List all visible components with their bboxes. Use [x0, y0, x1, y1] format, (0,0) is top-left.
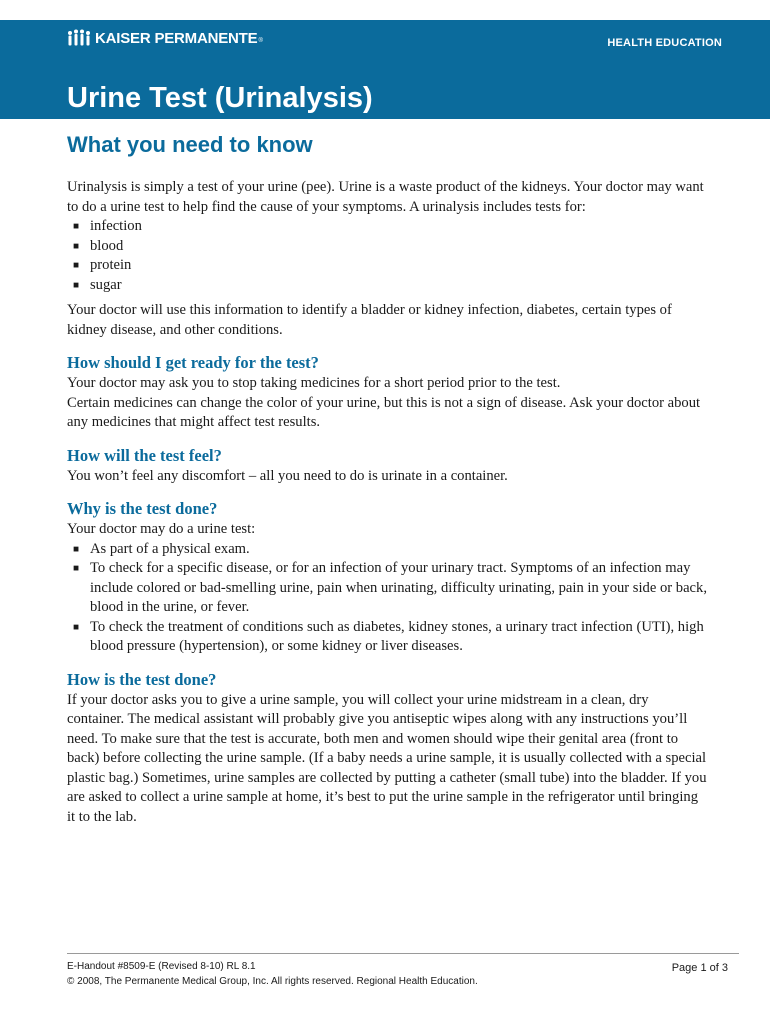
- list-item: ■ To check for a specific disease, or for an infection of your urinary tract. Symptoms of an infection may include colored or bad-smelling urine, pain when urinating, difficulty urinating, pain in your side or back, blood in the urine, or fever.: [73, 560, 707, 615]
- heading-test-feel: How will the test feel?: [67, 445, 222, 465]
- handout-id: E-Handout #8509-E (Revised 8-10) RL 8.1: [67, 961, 256, 972]
- footer-info: [67, 959, 478, 989]
- heading-get-ready: How should I get ready for the test?: [67, 353, 319, 372]
- heading-how-test: How is the test done?: [67, 669, 217, 689]
- page-number: Page 1 of 3: [671, 962, 728, 974]
- list-item: ■ protein: [67, 256, 707, 276]
- intro-bullet-list: [67, 217, 707, 295]
- how-test-text: If your doctor asks you to give a urine sample, you will collect your urine midstream in a clean, dry container. The medical assistant will probably give you antiseptic wipes along with any instructions you’ll need. To make sure that the test is accurate, both men and women should wipe their genital area (front to back) before collecting the urine sample. (If a baby needs a urine sample, it is usually collected with a special plastic bag.) Sometimes, urine samples are collected by putting a catheter (small tube) into the bladder. If you are asked to collect a urine sample at home, it’s best to put the urine sample in the refrigerator until bringing it to the lab.: [67, 691, 707, 825]
- why-test-lead: Your doctor may do a urine test:: [67, 521, 256, 537]
- get-ready-line-1: Your doctor may ask you to stop taking medicines for a short period prior to the test.: [67, 375, 561, 391]
- document-title: Urine Test (Urinalysis): [67, 82, 373, 114]
- list-item: ■ blood: [67, 237, 707, 257]
- bullet-icon: ■: [73, 543, 80, 555]
- bullet-icon: ■: [73, 240, 80, 252]
- list-item: ■ As part of a physical exam.: [67, 540, 707, 560]
- section-label: HEALTH EDUCATION: [607, 37, 722, 49]
- footer-divider: [67, 953, 739, 954]
- bullet-icon: ■: [73, 621, 80, 633]
- document-subtitle: What you need to know: [67, 132, 313, 157]
- logo-wordmark: KAISER PERMANENTE: [95, 29, 258, 47]
- logo-trademark: ®: [258, 38, 263, 44]
- heading-why-test: Why is the test done?: [67, 499, 218, 518]
- copyright-notice: © 2008, The Permanente Medical Group, Inc. All rights reserved. Regional Health Education.: [67, 976, 478, 987]
- bullet-icon: ■: [73, 260, 80, 271]
- bullet-icon: ■: [73, 563, 80, 574]
- list-item: ■ sugar: [67, 276, 707, 296]
- kaiser-permanente-logo: [67, 29, 263, 47]
- list-item: ■ To check the treatment of conditions such as diabetes, kidney stones, a urinary tract infection (UTI), high blood pressure (hypertension), or some kidney or liver diseases.: [73, 618, 704, 654]
- bullet-icon: ■: [73, 221, 80, 232]
- list-item: ■ infection: [67, 217, 707, 237]
- why-test-bullet-list: [67, 540, 707, 657]
- bullet-icon: ■: [73, 279, 80, 291]
- intro-paragraph: Urinalysis is simply a test of your urine (pee). Urine is a waste product of the kidneys. Your doctor may want to do a urine test to help find the cause of your symptoms. A urinalysis includes tests for:: [67, 179, 704, 215]
- test-feel-text: You won’t feel any discomfort – all you need to do is urinate in a container.: [67, 467, 508, 484]
- document-body: [67, 178, 707, 827]
- get-ready-line-2: Certain medicines can change the color of your urine, but this is not a sign of disease. Ask your doctor about any medicines that might affect test results.: [67, 394, 701, 430]
- kaiser-figures-icon: [67, 29, 91, 47]
- intro-closing-paragraph: Your doctor will use this information to identify a bladder or kidney infection, diabetes, certain types of kidney disease, and other conditions.: [67, 302, 672, 338]
